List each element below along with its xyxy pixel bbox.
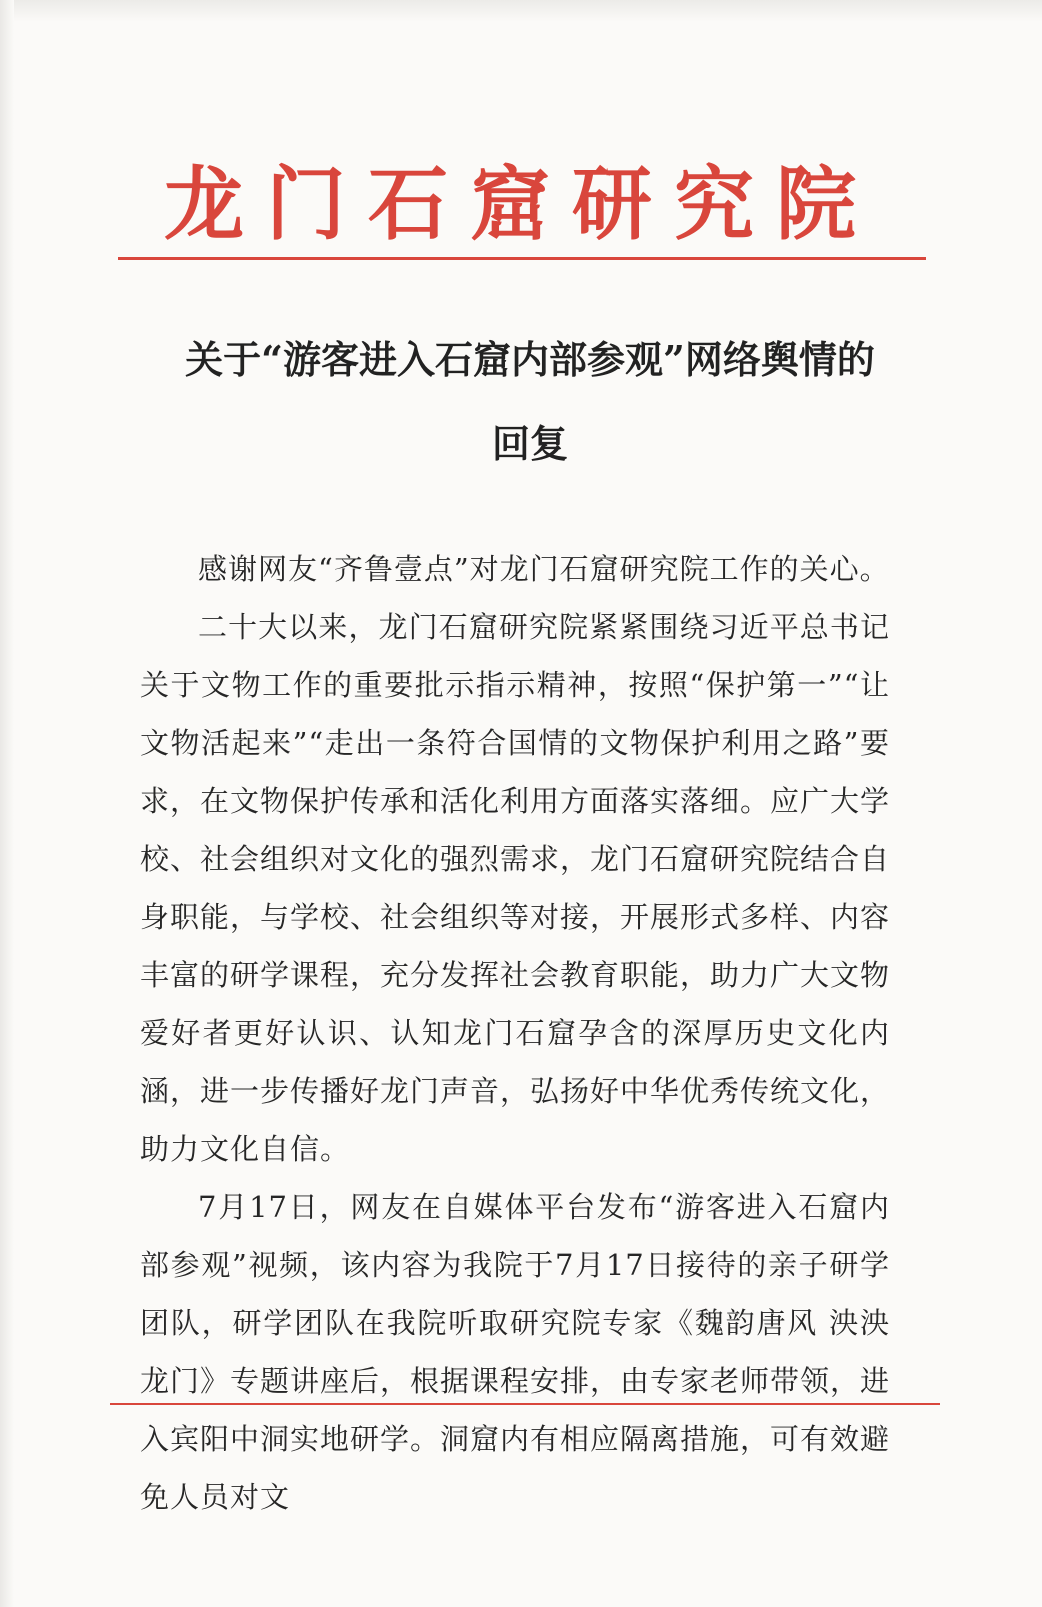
letterhead-org-name: 龙门石窟研究院 [164,157,878,251]
page-top-shadow [0,0,1042,22]
document-title-line-1: 关于“游客进入石窟内部参观”网络舆情的 [185,337,875,382]
document-title-line-2: 回复 [491,421,568,466]
document-body [140,540,890,1526]
body-paragraph-3: 7月17日，网友在自媒体平台发布“游客进入石窟内部参观”视频，该内容为我院于7月17日接待的亲子研学团队，研学团队在我院听取研究院专家《魏韵唐风 泱泱龙门》专题讲座后，根据课程安排，由专家老师带领，进入宾阳中洞实地研学。洞窟内有相应隔离措施，可有效避免人员对文 [140,1190,891,1514]
document-title [140,318,920,486]
footer-red-rule [110,1403,940,1405]
letterhead-red-rule [118,257,926,260]
body-paragraph-1: 感谢网友“齐鲁壹点”对龙门石窟研究院工作的关心。 [198,552,890,586]
body-paragraph-2: 二十大以来，龙门石窟研究院紧紧围绕习近平总书记关于文物工作的重要批示指示精神，按照“保护第一”“让文物活起来”“走出一条符合国情的文物保护利用之路”要求，在文物保护传承和活化利用方面落实落细。应广大学校、社会组织对文化的强烈需求，龙门石窟研究院结合自身职能，与学校、社会组织等对接，开展形式多样、内容丰富的研学课程，充分发挥社会教育职能，助力广大文物爱好者更好认识、认知龙门石窟孕含的深厚历史文化内涵，进一步传播好龙门声音，弘扬好中华优秀传统文化，助力文化自信。 [140,610,891,1166]
